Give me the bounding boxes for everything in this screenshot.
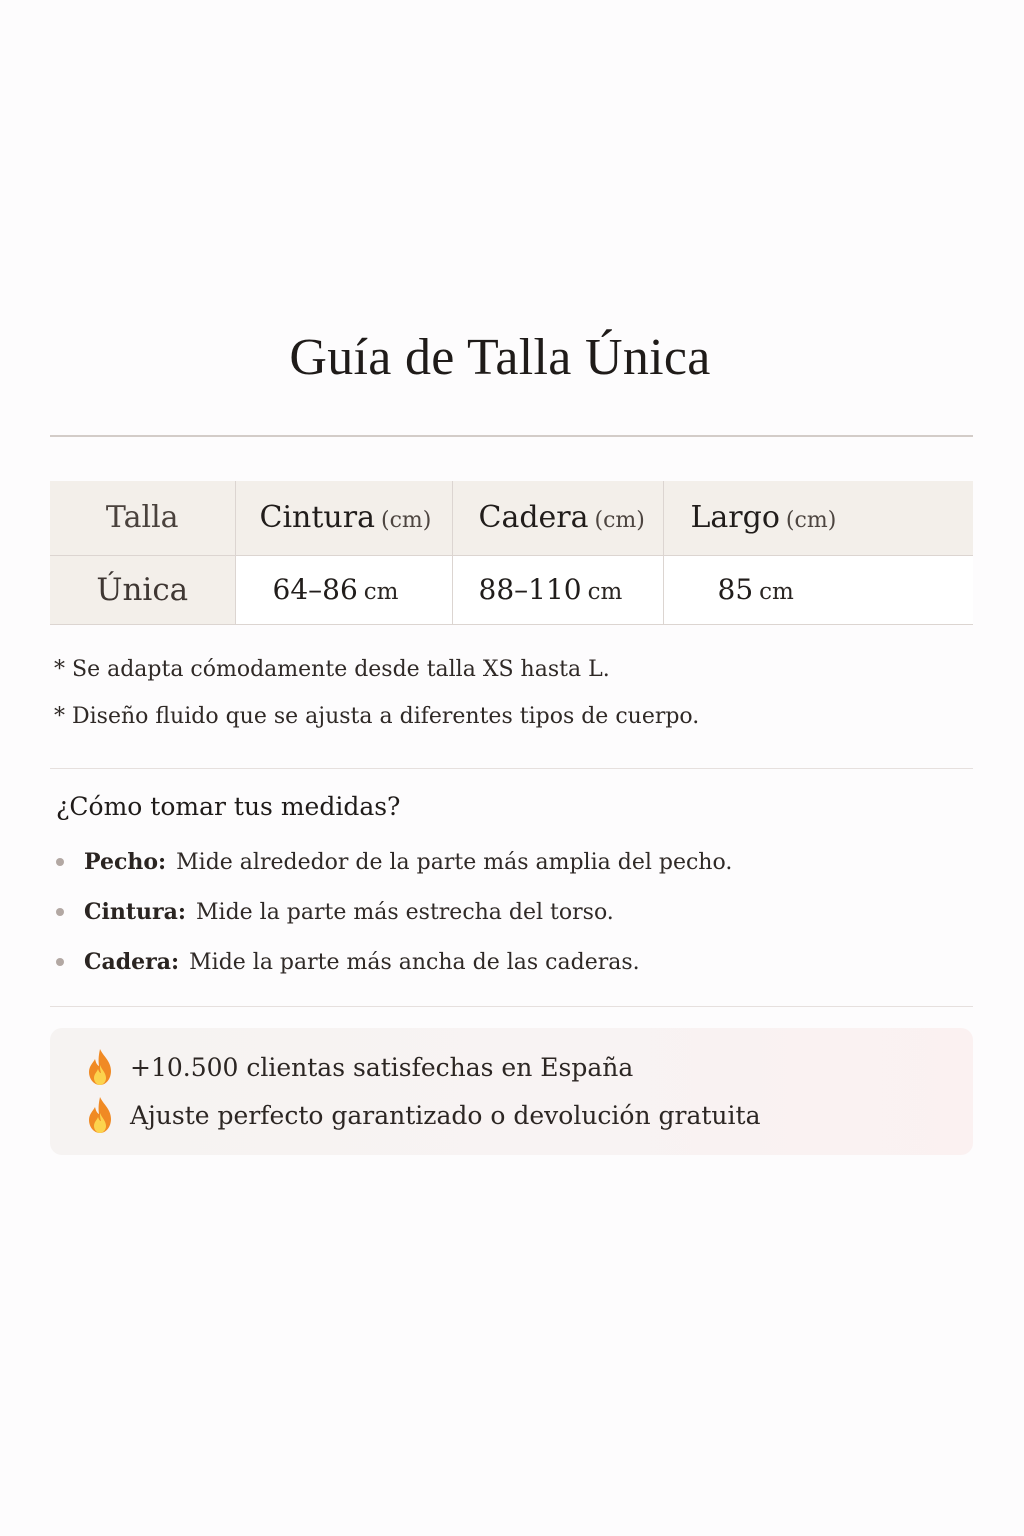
largo-cell (663, 555, 973, 624)
header-cadera-label: Cadera (478, 500, 589, 536)
table-header-row (50, 481, 973, 555)
cintura-value: 64–86 (272, 573, 358, 606)
fire-icon (84, 1048, 116, 1086)
size-label: Única (96, 571, 189, 608)
fit-notes (54, 655, 954, 749)
bullet-dot (56, 858, 64, 866)
trust-text: +10.500 clientas satisfechas en España (130, 1052, 634, 1082)
list-item (56, 847, 956, 878)
header-largo-label: Largo (690, 500, 780, 536)
header-largo-unit: (cm) (785, 508, 837, 534)
bullet-dot (56, 958, 64, 966)
step-text: Mide alrededor de la parte más amplia del pecho. (176, 850, 733, 875)
step-label: Cintura: (84, 899, 186, 925)
howto-title: ¿Cómo tomar tus medidas? (56, 792, 401, 821)
cintura-cell (235, 555, 452, 624)
header-talla (50, 481, 235, 555)
largo-unit: cm (759, 579, 794, 605)
cadera-unit: cm (587, 579, 623, 605)
step-label: Pecho: (84, 849, 167, 875)
table-row (50, 555, 973, 624)
fit-note: * Diseño fluido que se ajusta a diferentes tipos de cuerpo. (54, 704, 700, 729)
trust-text: Ajuste perfecto garantizado o devolución gratuita (130, 1100, 761, 1130)
trust-line (84, 1048, 633, 1086)
title-divider (50, 435, 973, 437)
step-text: Mide la parte más ancha de las caderas. (189, 950, 640, 975)
header-cadera-unit: (cm) (594, 508, 645, 534)
largo-value: 85 (717, 573, 754, 606)
cintura-unit: cm (363, 579, 399, 605)
fit-note: * Se adapta cómodamente desde talla XS hasta L. (54, 657, 610, 682)
size-table (50, 481, 973, 625)
header-cintura-label: Cintura (259, 500, 375, 536)
fire-icon (84, 1096, 116, 1134)
step-label: Cadera: (84, 949, 180, 975)
header-cintura-unit: (cm) (380, 508, 432, 534)
header-cadera (452, 481, 663, 555)
section-divider (50, 768, 973, 769)
cadera-cell (452, 555, 663, 624)
measure-steps (56, 847, 956, 997)
step-text: Mide la parte más estrecha del torso. (196, 900, 614, 925)
trust-box (50, 1028, 973, 1155)
bullet-dot (56, 908, 64, 916)
list-item (56, 947, 956, 978)
size-cell (50, 555, 235, 624)
cadera-value: 88–110 (478, 573, 582, 606)
section-divider (50, 1006, 973, 1007)
trust-line (84, 1096, 760, 1134)
page-title: Guía de Talla Única (289, 329, 711, 386)
header-largo (663, 481, 973, 555)
list-item (56, 897, 956, 928)
header-talla-label: Talla (105, 500, 179, 536)
header-cintura (235, 481, 452, 555)
